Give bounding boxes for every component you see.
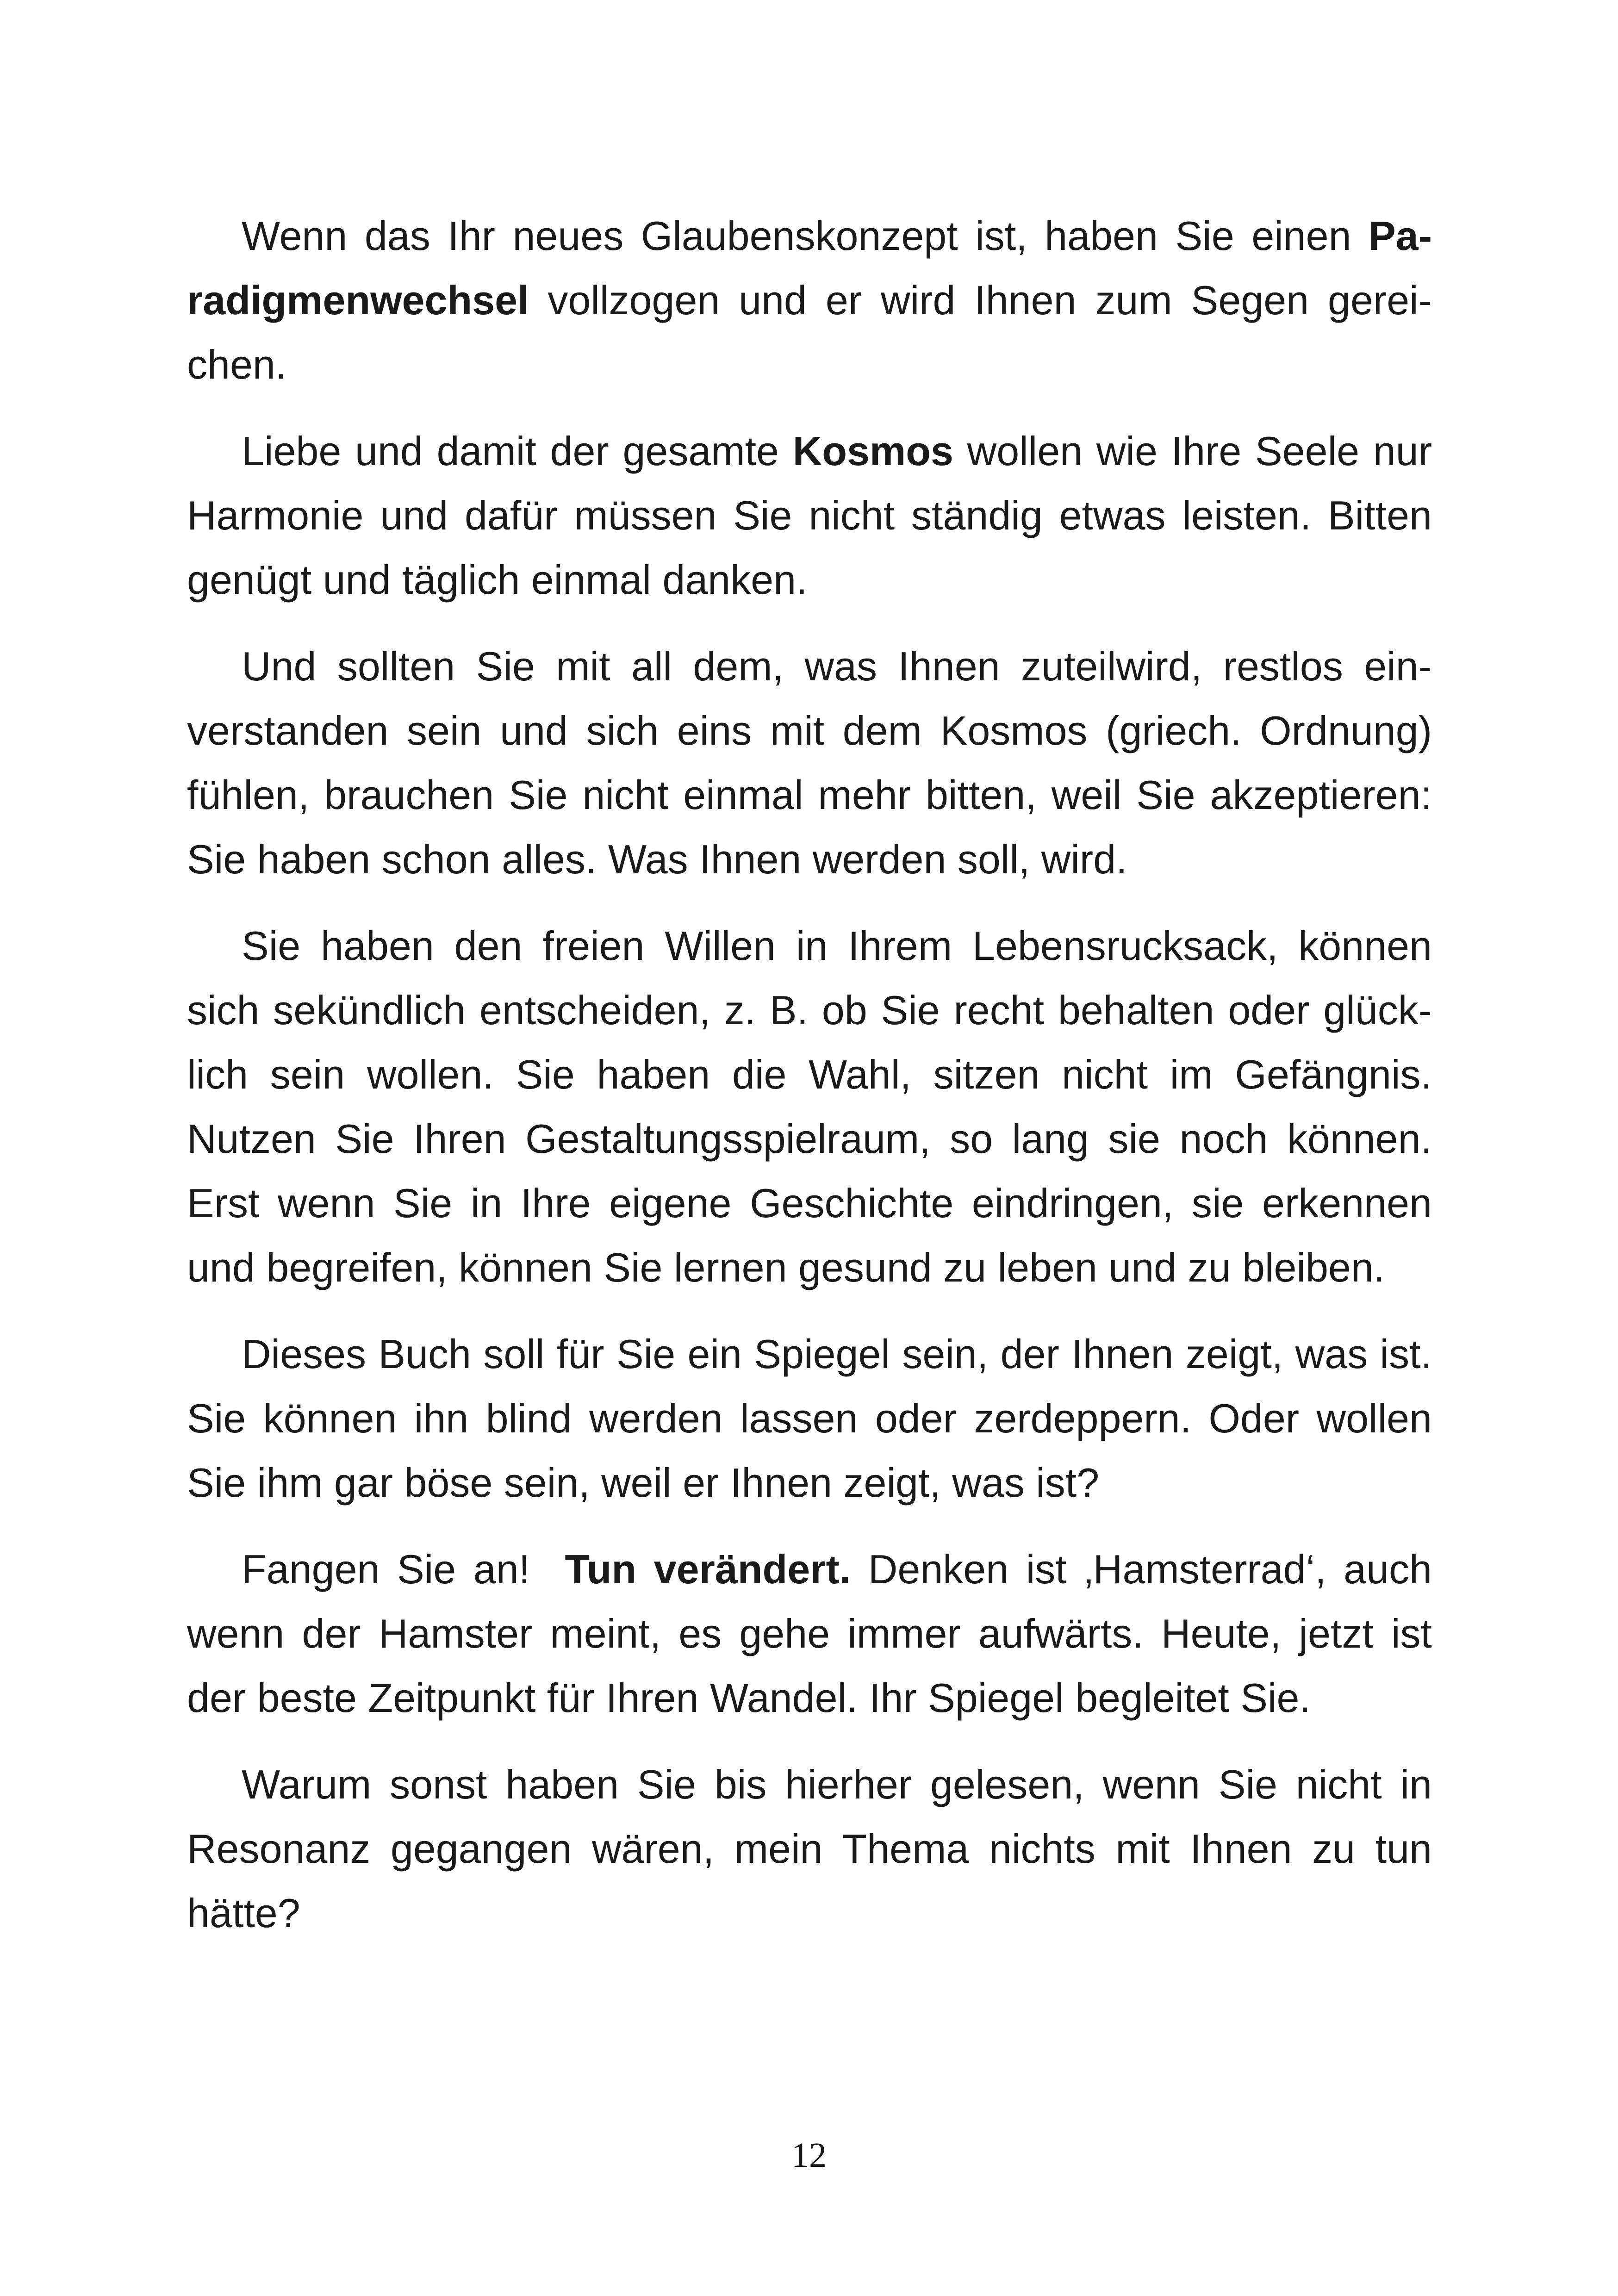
paragraph-6-text-1: Fangen Sie an! xyxy=(242,1546,565,1592)
paragraph-6-text-2: Denken ist ‚Hamsterrad‘, auch wenn der Hamster meint, es gehe immer aufwärts. Heute, jetzt ist der beste Zeitpunkt für Ihren Wandel. Ihr Spiegel begleitet Sie. xyxy=(187,1546,1432,1721)
paragraph-7 xyxy=(187,1752,1432,1945)
paragraph-4-text: Sie haben den freien Willen in Ihrem Lebensrucksack, können sich sekündlich entscheiden, z. B. ob Sie recht behalten oder glücklich sein wollen. Sie haben die Wahl, sitzen nicht im Gefängnis. Nutzen Sie Ihren Gestaltungsspielraum, so lang sie noch können. Erst wenn Sie in Ihre eigene Geschichte eindringen, sie erkennen und begreifen, können Sie lernen gesund zu leben und zu bleiben. xyxy=(187,923,1432,1290)
page-number: 12 xyxy=(791,2136,827,2175)
bold-term-tun-veraendert: Tun verändert. xyxy=(565,1546,851,1592)
paragraph-3 xyxy=(187,634,1432,891)
paragraph-4 xyxy=(187,914,1432,1300)
paragraph-3-text: Und sollten Sie mit all dem, was Ihnen zuteilwird, restlos einverstanden sein und sich eins mit dem Kosmos (griech. Ordnung) fühlen, brauchen Sie nicht einmal mehr bitten, weil Sie akzeptieren: Sie haben schon alles. Was Ihnen werden soll, wird. xyxy=(187,643,1432,882)
paragraph-5-text: Dieses Buch soll für Sie ein Spiegel sein, der Ihnen zeigt, was ist. Sie können ihn blind werden lassen oder zerdeppern. Oder wollen Sie ihm gar böse sein, weil er Ihnen zeigt, was ist? xyxy=(187,1331,1432,1506)
paragraph-1 xyxy=(187,204,1432,397)
paragraph-2-text-1: Liebe und damit der gesamte xyxy=(242,428,793,474)
paragraph-5 xyxy=(187,1322,1432,1515)
paragraph-6 xyxy=(187,1537,1432,1730)
body-text xyxy=(187,204,1432,1967)
paragraph-2-text-2: wollen wie Ihre Seele nur Harmonie und dafür müssen Sie nicht ständig etwas leisten. Bitten genügt und täglich einmal danken. xyxy=(187,428,1432,603)
paragraph-1-text-2: vollzogen und er wird Ihnen zum Segen gereichen. xyxy=(187,277,1432,387)
paragraph-7-text: Warum sonst haben Sie bis hierher gelesen, wenn Sie nicht in Resonanz gegangen wären, mein Thema nichts mit Ihnen zu tun hätte? xyxy=(187,1761,1432,1936)
paragraph-1-text-1: Wenn das Ihr neues Glaubenskonzept ist, haben Sie einen xyxy=(242,213,1369,259)
paragraph-2 xyxy=(187,419,1432,612)
bold-term-paradigmenwechsel: Paradigmenwechsel xyxy=(187,213,1432,323)
bold-term-kosmos: Kosmos xyxy=(792,428,953,474)
